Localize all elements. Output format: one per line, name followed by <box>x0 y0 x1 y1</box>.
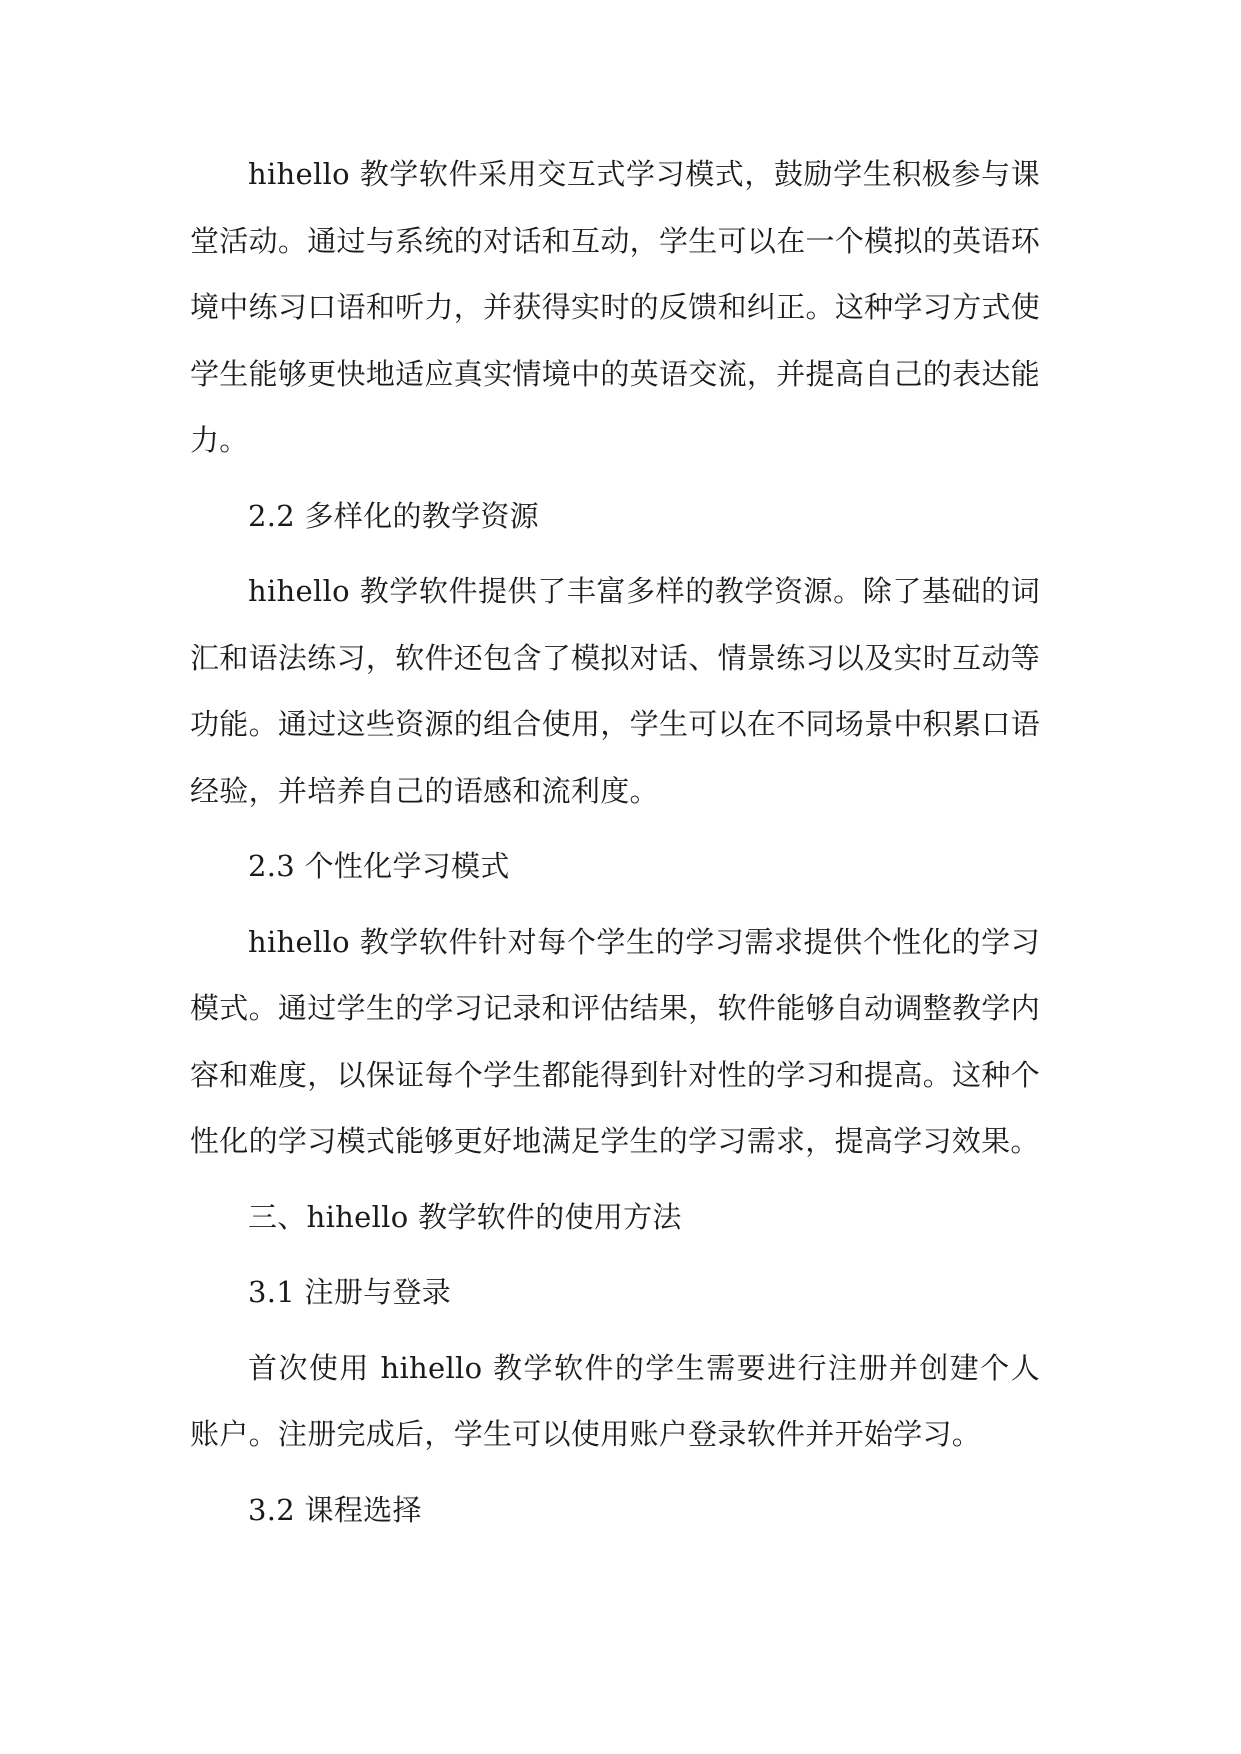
paragraph-teaching-resources: hihello 教学软件提供了丰富多样的教学资源。除了基础的词汇和语法练习，软件还包含了模拟对话、情景练习以及实时互动等功能。通过这些资源的组合使用，学生可以在不同场景中积累口语经验，并培养自己的语感和流利度。 <box>190 574 1040 808</box>
heading-3-1: 3.1 注册与登录 <box>248 1275 452 1309</box>
heading-section-3: 三、hihello 教学软件的使用方法 <box>248 1199 682 1234</box>
paragraph-register-login: 首次使用 hihello 教学软件的学生需要进行注册并创建个人账户。注册完成后，学生可以使用账户登录软件并开始学习。 <box>190 1350 1040 1451</box>
paragraph-interactive-learning: hihello 教学软件采用交互式学习模式，鼓励学生积极参与课堂活动。通过与系统的对话和互动，学生可以在一个模拟的英语环境中练习口语和听力，并获得实时的反馈和纠正。这种学习方式使学生能够更快地适应真实情境中的英语交流，并提高自己的表达能力。 <box>190 157 1040 457</box>
paragraph-personalized-learning: hihello 教学软件针对每个学生的学习需求提供个性化的学习模式。通过学生的学习记录和评估结果，软件能够自动调整教学内容和难度，以保证每个学生都能得到针对性的学习和提高。这种个性化的学习模式能够更好地满足学生的学习需求，提高学习效果。 <box>190 924 1040 1158</box>
document-body <box>190 141 1040 1552</box>
heading-2-3: 2.3 个性化学习模式 <box>248 849 510 883</box>
heading-2-2: 2.2 多样化的教学资源 <box>248 498 539 533</box>
heading-3-2: 3.2 课程选择 <box>248 1492 422 1527</box>
